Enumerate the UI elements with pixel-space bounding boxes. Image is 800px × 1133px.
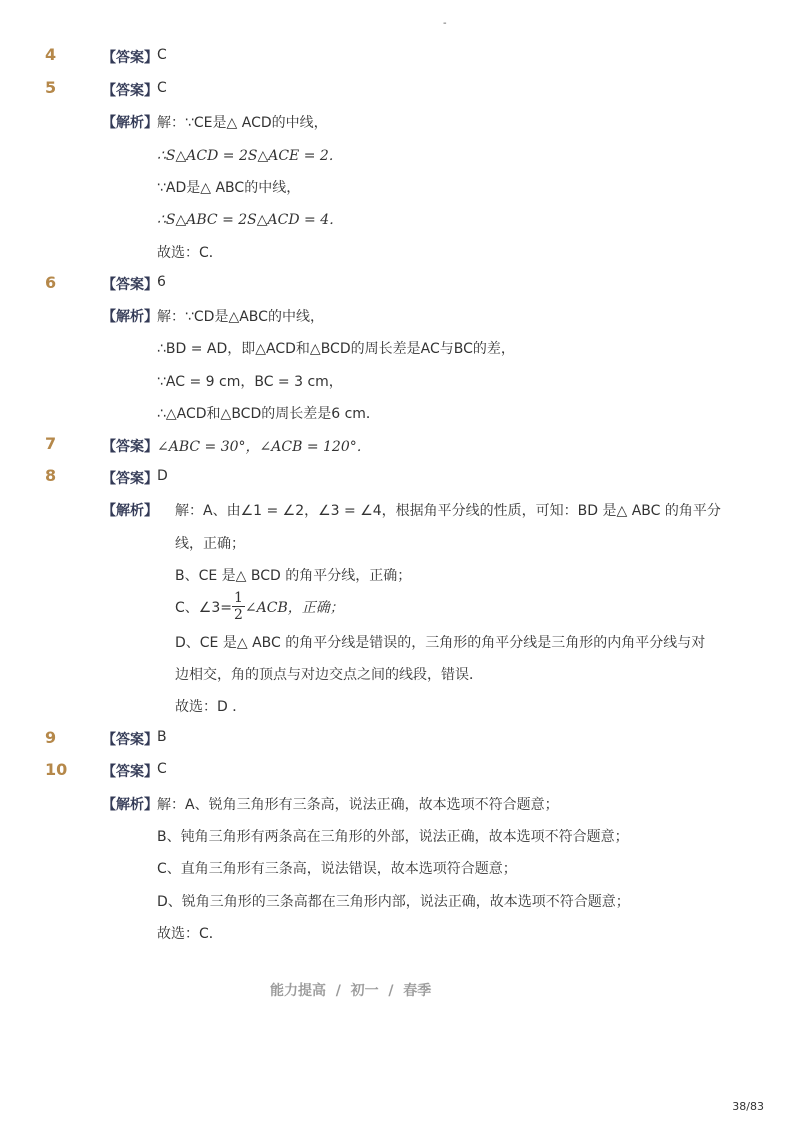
answer-tag: 【答案】 [102,764,158,780]
analysis-line: 解：A、由∠1 = ∠2，∠3 = ∠4，根据角平分线的性质，可知：BD 是△ ABC 的角平分 [175,503,721,519]
analysis-tag: 【解析】 [102,797,158,813]
answer-value-7: ∠ABC = 30°，∠ACB = 120°． [157,439,371,455]
answer-value-10: C [157,761,167,777]
analysis-line: ∴BD = AD，即△ACD和△BCD的周长差是AC与BC的差， [157,341,515,357]
answer-tag: 【答案】 [102,439,158,455]
analysis-line: 边相交，角的顶点与对边交点之间的线段，错误． [175,667,483,683]
analysis-line: ∵AD是△ ABC的中线， [157,180,301,196]
answer-tag: 【答案】 [102,732,158,748]
answer-tag: 【答案】 [102,50,158,66]
page-number: 38/83 [732,1100,764,1113]
analysis-tag: 【解析】 [102,503,158,519]
analysis-line: B、CE 是△ BCD 的角平分线，正确； [175,568,412,584]
analysis-line: 解：A、锐角三角形有三条高，说法正确，故本选项不符合题意； [157,797,559,813]
analysis-line: 故选：D ． [175,699,247,715]
analysis-line: B、钝角三角形有两条高在三角形的外部，说法正确，故本选项不符合题意； [157,829,629,845]
question-number-9: 9 [45,728,57,747]
question-number-6: 6 [45,273,57,292]
answer-value-5: C [157,80,167,96]
footer-course-label: 能力提高 / 初一 / 春季 [270,983,432,999]
answer-tag: 【答案】 [102,471,158,487]
analysis-line: C、直角三角形有三条高，说法错误，故本选项符合题意； [157,861,517,877]
answer-value-4: C [157,47,167,63]
answer-value-6: 6 [157,274,166,290]
analysis-line: 线，正确； [175,536,245,552]
analysis-line: ∴S△ACD = 2S△ACE = 2． [157,148,343,164]
question-number-10: 10 [45,760,68,779]
analysis-line: D、CE 是△ ABC 的角平分线是错误的，三角形的角平分线是三角形的内角平分线与对 [175,635,706,651]
analysis-line: 解：∵CE是△ ACD的中线， [157,115,328,131]
analysis-line: ∵AC = 9 cm，BC = 3 cm， [157,374,343,390]
answer-value-8: D [157,468,168,484]
header-mark: - [443,18,447,29]
analysis-line: ∴△ACD和△BCD的周长差是6 cm． [157,406,380,422]
analysis-text: ∠ACB，正确； [244,599,344,616]
analysis-tag: 【解析】 [102,309,158,325]
fraction-numerator: 1 [233,590,243,606]
analysis-line: 故选：C． [157,926,223,942]
analysis-line-fraction [175,590,344,623]
question-number-7: 7 [45,434,57,453]
analysis-line: 故选：C． [157,245,223,261]
fraction [232,590,245,623]
analysis-tag: 【解析】 [102,115,158,131]
fraction-denominator: 2 [233,607,243,623]
analysis-line: 解：∵CD是△ABC的中线， [157,309,324,325]
analysis-text: C、∠3= [175,599,232,616]
answer-value-9: B [157,729,167,745]
question-number-8: 8 [45,466,57,485]
analysis-line: ∴S△ABC = 2S△ACD = 4． [157,212,344,228]
analysis-line: D、锐角三角形的三条高都在三角形内部，说法正确，故本选项不符合题意； [157,894,630,910]
question-number-5: 5 [45,78,57,97]
answer-tag: 【答案】 [102,83,158,99]
question-number-4: 4 [45,45,57,64]
answer-tag: 【答案】 [102,277,158,293]
